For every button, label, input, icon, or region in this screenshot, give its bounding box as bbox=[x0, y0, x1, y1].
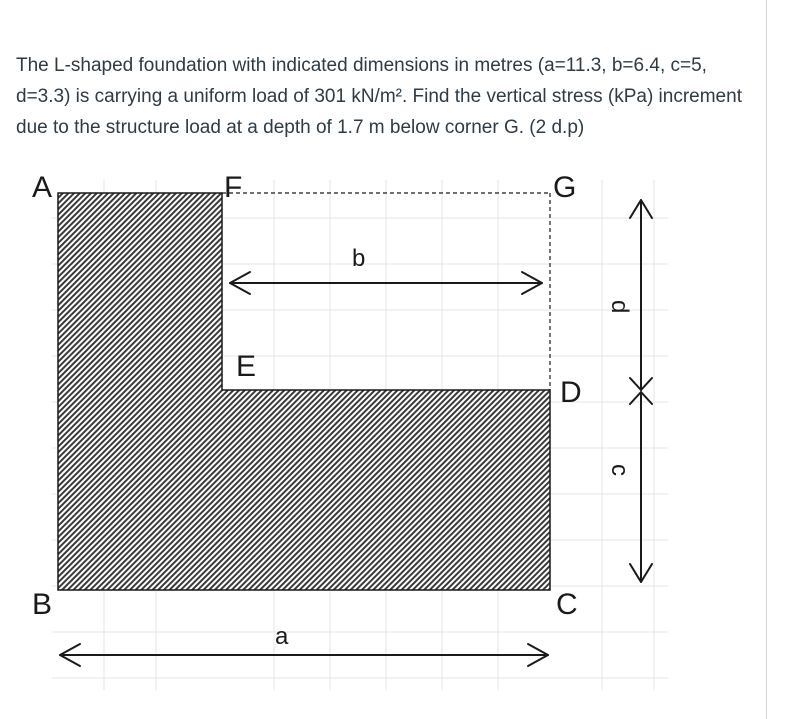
corner-label-a: A bbox=[32, 171, 53, 204]
question-text: The L-shaped foundation with indicated dimensions in metres (a=11.3, b=6.4, c=5, d=3.3) is carrying a uniform load of 301 kN/m². Find the vertical stress (kPa) increment due to the structure load at a depth of 1.7 m below corner G. (2 d.p) bbox=[16, 55, 742, 138]
dimension-a-arrow bbox=[60, 644, 548, 666]
corner-label-e: E bbox=[236, 350, 257, 383]
corner-label-f: F bbox=[224, 171, 243, 204]
corner-label-c: C bbox=[556, 588, 578, 621]
dimension-label-b: b bbox=[352, 245, 366, 272]
l-shaped-foundation bbox=[58, 193, 550, 590]
corner-label-b: B bbox=[32, 588, 53, 621]
dimension-label-a: a bbox=[275, 623, 289, 650]
dimension-label-c: c bbox=[606, 464, 633, 476]
dimension-label-d: d bbox=[606, 300, 633, 314]
corner-label-d: D bbox=[560, 376, 582, 409]
dimension-c-arrow bbox=[630, 392, 652, 582]
dimension-d-arrow bbox=[630, 200, 652, 390]
corner-label-g: G bbox=[553, 171, 577, 204]
